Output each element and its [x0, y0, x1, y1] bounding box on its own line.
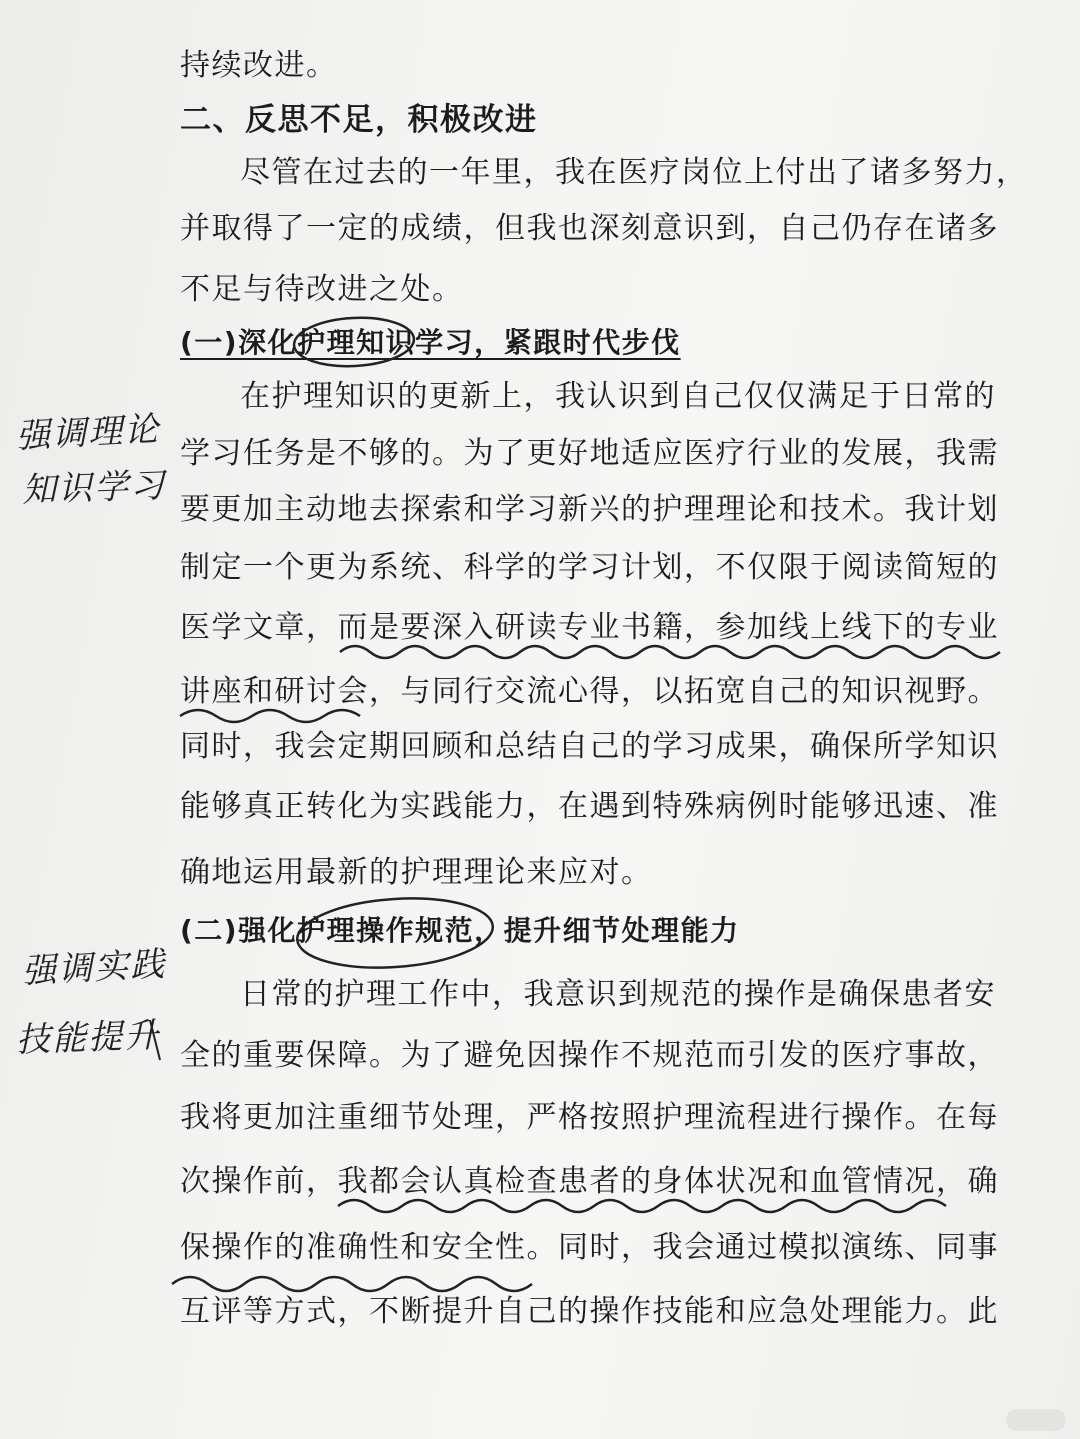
body-line: 讲座和研讨会，与同行交流心得，以拓宽自己的知识视野。	[180, 674, 999, 709]
watermark	[1006, 1409, 1066, 1431]
body-line: 要更加主动地去探索和学习新兴的护理理论和技术。我计划	[180, 492, 999, 527]
margin-note: 技能提升	[15, 1015, 161, 1061]
body-line: 次操作前，我都会认真检查患者的身体状况和血管情况，确	[180, 1164, 999, 1199]
body-line: 能够真正转化为实践能力，在遇到特殊病例时能够迅速、准	[180, 789, 999, 824]
body-line: 不足与待改进之处。	[180, 272, 464, 307]
body-line: 保操作的准确性和安全性。同时，我会通过模拟演练、同事	[180, 1230, 999, 1265]
wavy-underline	[172, 1277, 532, 1291]
section-heading: 二、反思不足，积极改进	[180, 102, 538, 138]
body-line: 医学文章，而是要深入研读专业书籍，参加线上线下的专业	[180, 610, 999, 645]
margin-note: 知识学习	[21, 465, 167, 511]
body-line: 日常的护理工作中，我意识到规范的操作是确保患者安	[240, 977, 996, 1012]
body-line: 同时，我会定期回顾和总结自己的学习成果，确保所学知识	[180, 729, 999, 764]
body-line: 制定一个更为系统、科学的学习计划，不仅限于阅读简短的	[180, 550, 999, 585]
body-line: 尽管在过去的一年里，我在医疗岗位上付出了诸多努力，	[240, 155, 1028, 190]
body-line: 在护理知识的更新上，我认识到自己仅仅满足于日常的	[240, 379, 996, 414]
body-line: 并取得了一定的成绩，但我也深刻意识到，自己仍存在诸多	[180, 211, 999, 246]
body-line: 确地运用最新的护理理论来应对。	[180, 855, 653, 890]
subsection-heading: (二)强化护理操作规范，提升细节处理能力	[180, 914, 740, 947]
body-line: 持续改进。	[180, 48, 338, 83]
body-line: 学习任务是不够的。为了更好地适应医疗行业的发展，我需	[180, 436, 999, 471]
subsection-heading: (一)深化护理知识学习，紧跟时代步伐	[180, 326, 681, 359]
margin-note: 强调理论	[15, 409, 162, 457]
margin-note: 强调实践	[21, 944, 168, 992]
body-line: 全的重要保障。为了避免因操作不规范而引发的医疗事故，	[180, 1038, 999, 1073]
body-line: 我将更加注重细节处理，严格按照护理流程进行操作。在每	[180, 1100, 999, 1135]
body-line: 互评等方式，不断提升自己的操作技能和应急处理能力。此	[180, 1294, 999, 1329]
